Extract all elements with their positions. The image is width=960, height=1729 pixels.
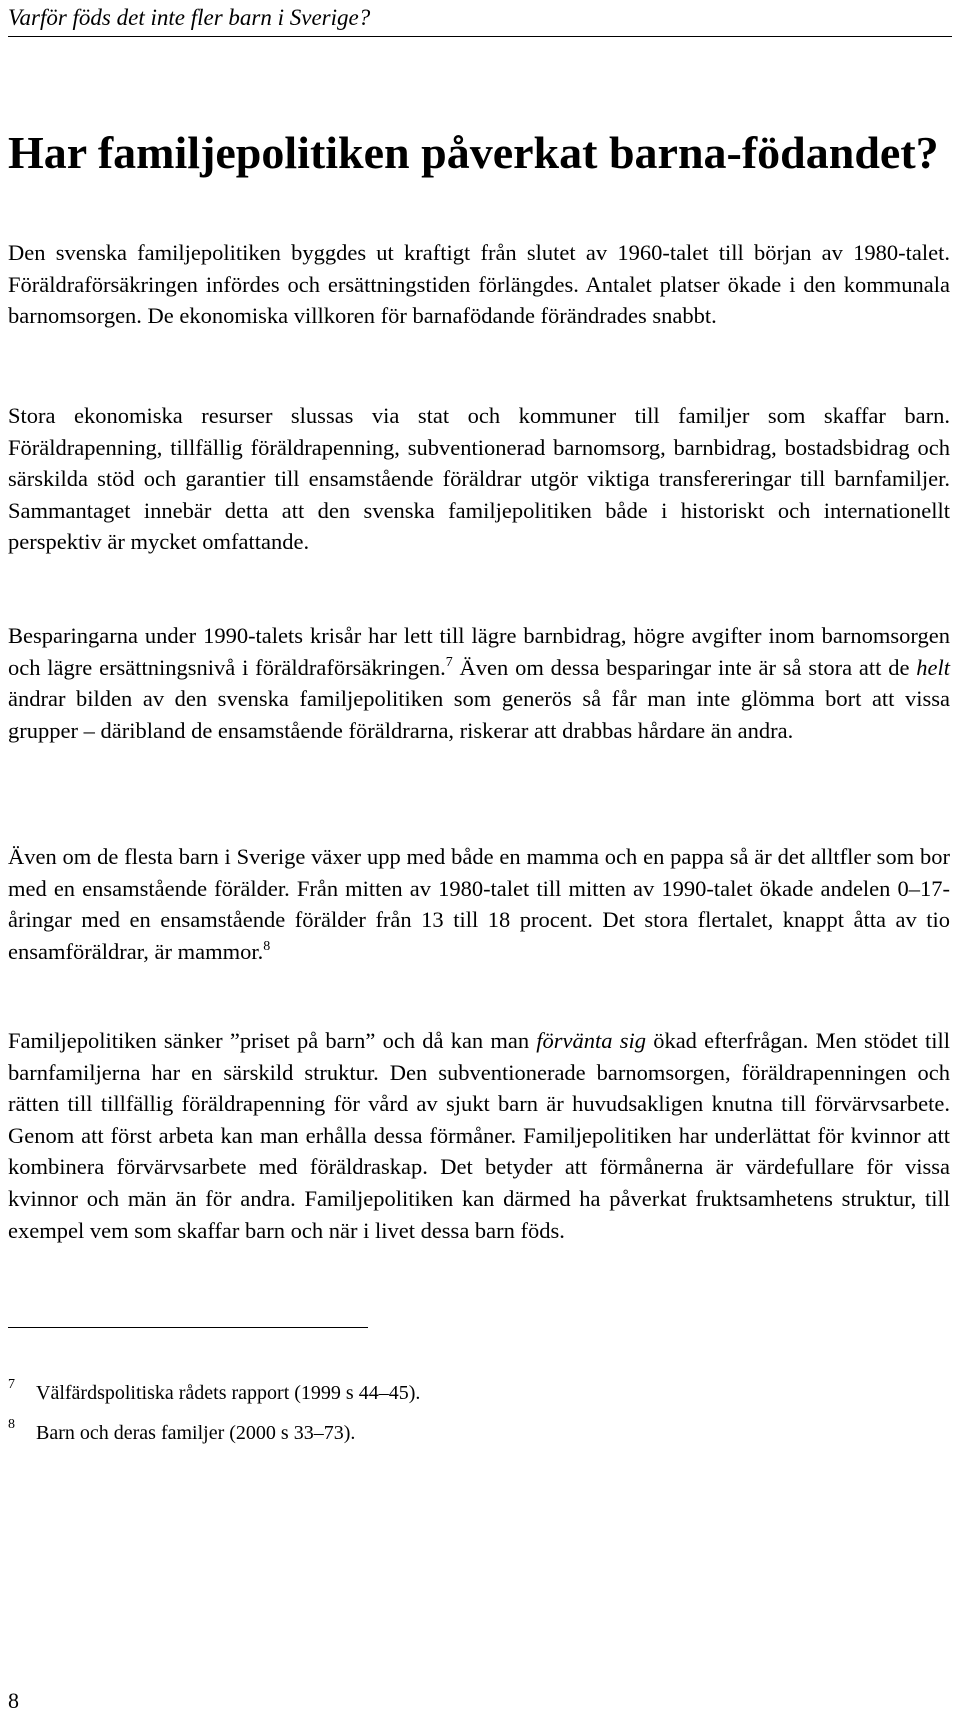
paragraph-3 (8, 620, 950, 746)
paragraph-3-text-3: ändrar bilden av den svenska familjepolitiken som generös så får man inte glömma bort att vissa grupper – däribland de ensamstående föräldrarna, riskerar att drabbas hårdare än andra. (8, 686, 950, 743)
footnote-text: Välfärdspolitiska rådets rapport (1999 s 44–45). (36, 1382, 421, 1404)
paragraph-2: Stora ekonomiska resurser slussas via stat och kommuner till familjer som skaffar barn. Föräldrapenning, tillfällig föräldrapenning, subventionerad barnomsorg, barnbidrag, bostadsbidrag och särskilda stöd och garantier till ensamstående föräldrar utgör viktiga transfereringar till barnfamiljer. Sammantaget innebär detta att den svenska familjepolitiken både i historiskt och internationellt perspektiv är mycket omfattande. (8, 403, 950, 555)
paragraph-3-text-1: Besparingarna under 1990-talets krisår har lett till lägre barnbidrag, högre avgifter inom barnomsorgen och lägre ersättningsnivå i föräldraförsäkringen. (8, 623, 950, 680)
paragraph-5-text-1: Familjepolitiken sänker ”priset på barn” och då kan man (8, 1028, 537, 1053)
footnote-divider (8, 1327, 368, 1328)
running-header: Varför föds det inte fler barn i Sverige? (8, 5, 371, 30)
page-number: 8 (8, 1688, 19, 1713)
footnote-text: Barn och deras familjer (2000 s 33–73). (36, 1422, 356, 1444)
paragraph-4 (8, 841, 950, 967)
footnote-number: 8 (8, 1417, 15, 1432)
paragraph-3-emphasis: helt (916, 654, 950, 680)
footnote-ref-7: 7 (445, 654, 453, 670)
paragraph-5 (8, 1025, 950, 1246)
footnote-number: 7 (8, 1377, 15, 1392)
footnote-ref-8: 8 (263, 938, 271, 954)
paragraph-5-emphasis: förvänta sig (536, 1028, 646, 1053)
paragraph-4-text-1: Även om de flesta barn i Sverige växer upp med både en mamma och en pappa så är det alltfler som bor med en ensamstående förälder. Från mitten av 1980-talet till mitten av 1990-talet ökade andelen 0–17-åringar med en ensamstående förälder från 13 till 18 procent. Det stora flertalet, knappt åtta av tio ensamföräldrar, är mammor. (8, 844, 950, 964)
header-divider (8, 36, 952, 37)
paragraph-3-text-2: Även om dessa besparingar inte är så stora att de (452, 654, 917, 680)
section-title: Har familjepolitiken påverkat barna-födandet? (8, 127, 939, 178)
paragraph-5-text-2: ökad efterfrågan. Men stödet till barnfamiljerna har en särskild struktur. Den subventionerade barnomsorgen, föräldrapenningen och rätten till tillfällig föräldrapenning för vård av sjukt barn är huvudsakligen knutna till förvärvsarbete. Genom att först arbeta kan man erhålla dessa förmåner. Familjepolitiken har underlättat för kvinnor att kombinera förvärvsarbete med föräldraskap. Det betyder att förmånerna är värdefullare för vissa kvinnor och män än för andra. Familjepolitiken kan därmed ha påverkat fruktsamhetens struktur, till exempel vem som skaffar barn och när i livet dessa barn föds. (8, 1028, 950, 1243)
paragraph-1: Den svenska familjepolitiken byggdes ut kraftigt från slutet av 1960-talet till början av 1980-talet. Föräldraförsäkringen infördes och ersättningstiden förlängdes. Antalet platser ökade i den kommunala barnomsorgen. De ekonomiska villkoren för barnafödande förändrades snabbt. (8, 240, 950, 329)
